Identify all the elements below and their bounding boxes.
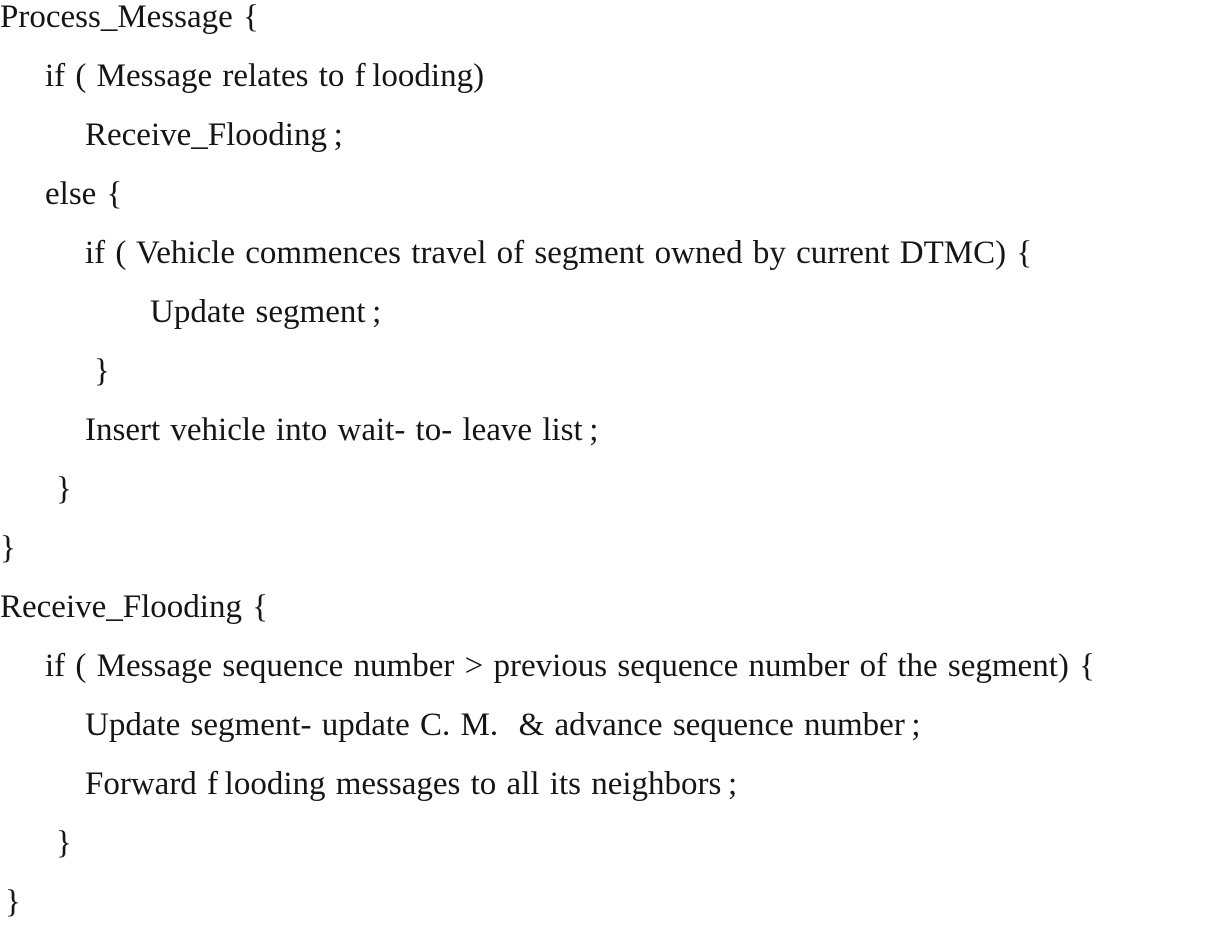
code-line-if-sequence-number: if ( Message sequence number > previous sequence number of the segment) { xyxy=(45,648,1095,684)
code-line-if-flooding: if ( Message relates to f looding) xyxy=(45,58,485,94)
code-line-insert-vehicle: Insert vehicle into wait- to- leave list ; xyxy=(85,412,599,448)
code-line-close-brace-receive-flooding: } xyxy=(5,884,21,920)
code-line-close-brace-else: } xyxy=(56,471,72,507)
code-line-if-vehicle-commences: if ( Vehicle commences travel of segment owned by current DTMC) { xyxy=(85,235,1033,271)
code-line-call-receive-flooding: Receive_Flooding ; xyxy=(85,117,343,153)
code-line-update-segment-cm: Update segment- update C. M. & advance sequence number ; xyxy=(85,707,921,743)
code-line-close-brace-if-seq: } xyxy=(56,825,72,861)
code-line-process-message-open: Process_Message { xyxy=(0,0,259,35)
code-line-else-open: else { xyxy=(45,176,123,212)
code-line-close-brace-process-message: } xyxy=(0,530,16,566)
code-line-receive-flooding-open: Receive_Flooding { xyxy=(0,589,269,625)
code-line-update-segment: Update segment ; xyxy=(150,294,382,330)
code-line-forward-flooding: Forward f looding messages to all its neighbors ; xyxy=(85,766,738,802)
code-line-close-brace-inner-if: } xyxy=(94,353,110,389)
